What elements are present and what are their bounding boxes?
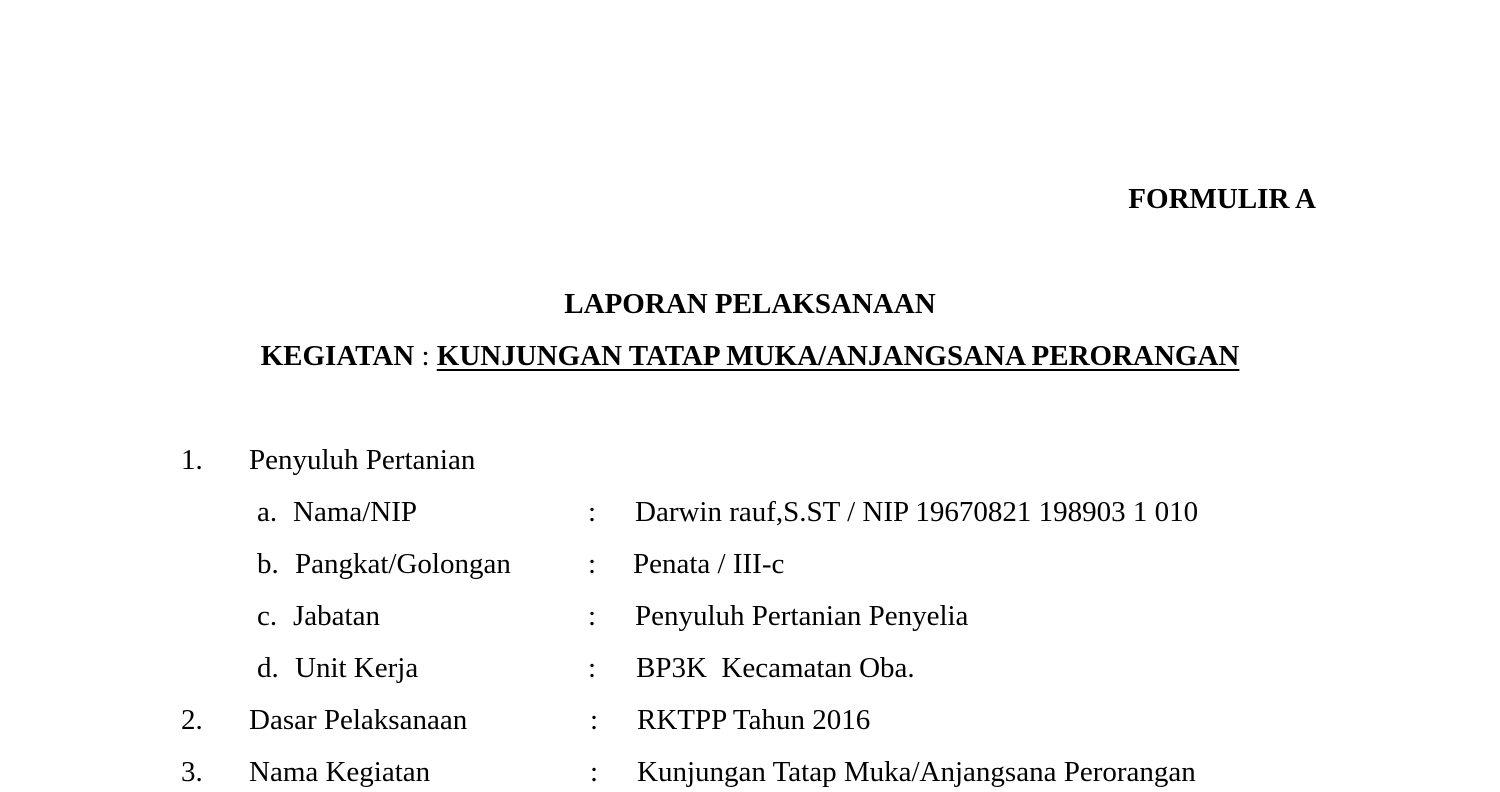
section-number: 3. (181, 756, 203, 788)
field-value: Kunjungan Tatap Muka/Anjangsana Perorangan (637, 756, 1196, 788)
field-letter: b. (257, 548, 279, 580)
section-number: 1. (181, 444, 203, 476)
field-letter: a. (257, 496, 278, 528)
section-label: Penyuluh Pertanian (249, 444, 476, 476)
field-colon: : (588, 548, 597, 580)
field-label: Unit Kerja (295, 652, 419, 684)
field-label: Nama/NIP (293, 496, 418, 528)
field-colon: : (588, 496, 597, 528)
field-value: Penata / III-c (633, 548, 785, 580)
field-colon: : (588, 652, 597, 684)
activity-title-separator: : (421, 340, 430, 372)
field-value: Darwin rauf,S.ST / NIP 19670821 198903 1 010 (635, 496, 1199, 528)
field-label: Jabatan (293, 600, 380, 632)
report-title: LAPORAN PELAKSANAAN (564, 288, 936, 320)
activity-title-name: KUNJUNGAN TATAP MUKA/ANJANGSANA PERORANGAN (436, 340, 1240, 372)
field-colon: : (590, 704, 599, 736)
field-colon: : (590, 756, 599, 788)
field-value: BP3K Kecamatan Oba. (636, 652, 915, 684)
section-label: Nama Kegiatan (249, 756, 431, 788)
field-value: Penyuluh Pertanian Penyelia (635, 600, 969, 632)
activity-title (0, 338, 1500, 374)
section-label: Dasar Pelaksanaan (249, 704, 468, 736)
form-code: FORMULIR A (1128, 183, 1316, 215)
field-label: Pangkat/Golongan (295, 548, 511, 580)
field-colon: : (588, 600, 597, 632)
field-letter: c. (257, 600, 278, 632)
field-value: RKTPP Tahun 2016 (637, 704, 871, 736)
section-number: 2. (181, 704, 203, 736)
activity-title-prefix: KEGIATAN (260, 340, 415, 372)
field-letter: d. (257, 652, 279, 684)
